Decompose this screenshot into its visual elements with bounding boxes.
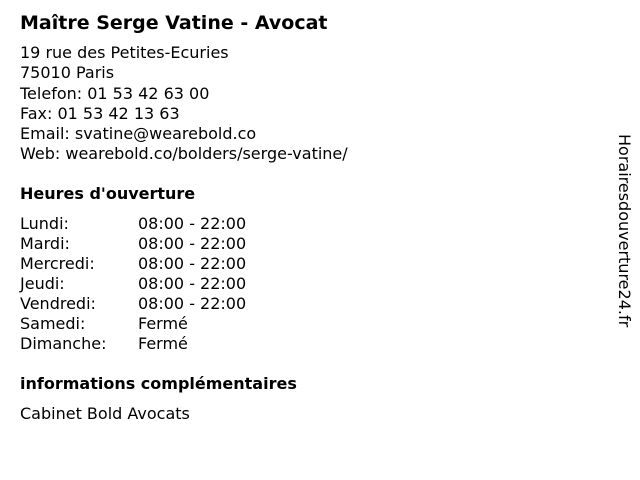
email-address: Email: svatine@wearebold.co bbox=[20, 124, 257, 143]
hours-time: 08:00 - 22:00 bbox=[138, 294, 247, 313]
address-city: 75010 Paris bbox=[20, 63, 115, 82]
hours-day: Dimanche: bbox=[20, 334, 107, 353]
info-text: Cabinet Bold Avocats bbox=[20, 404, 190, 423]
hours-day: Mercredi: bbox=[20, 254, 95, 273]
hours-row-saturday bbox=[20, 314, 320, 334]
hours-day: Lundi: bbox=[20, 214, 69, 233]
hours-time: 08:00 - 22:00 bbox=[138, 234, 247, 253]
hours-time: 08:00 - 22:00 bbox=[138, 254, 247, 273]
page-title: Maître Serge Vatine - Avocat bbox=[20, 12, 328, 34]
info-heading: informations complémentaires bbox=[20, 374, 297, 393]
hours-row-wednesday bbox=[20, 254, 320, 274]
website-address: Web: wearebold.co/bolders/serge-vatine/ bbox=[20, 144, 348, 163]
hours-row-thursday bbox=[20, 274, 320, 294]
hours-time: 08:00 - 22:00 bbox=[138, 274, 247, 293]
hours-heading: Heures d'ouverture bbox=[20, 184, 196, 203]
hours-row-friday bbox=[20, 294, 320, 314]
hours-time: 08:00 - 22:00 bbox=[138, 214, 247, 233]
hours-day: Samedi: bbox=[20, 314, 86, 333]
hours-row-tuesday bbox=[20, 234, 320, 254]
fax-number: Fax: 01 53 42 13 63 bbox=[20, 104, 180, 123]
hours-day: Mardi: bbox=[20, 234, 70, 253]
hours-time: Fermé bbox=[138, 334, 188, 353]
hours-time: Fermé bbox=[138, 314, 188, 333]
site-watermark: Horairesdouverture24.fr bbox=[615, 134, 634, 328]
hours-row-sunday bbox=[20, 334, 320, 354]
hours-day: Jeudi: bbox=[20, 274, 65, 293]
hours-row-monday bbox=[20, 214, 320, 234]
phone-number: Telefon: 01 53 42 63 00 bbox=[20, 84, 210, 103]
hours-day: Vendredi: bbox=[20, 294, 96, 313]
address-street: 19 rue des Petites-Ecuries bbox=[20, 43, 229, 62]
